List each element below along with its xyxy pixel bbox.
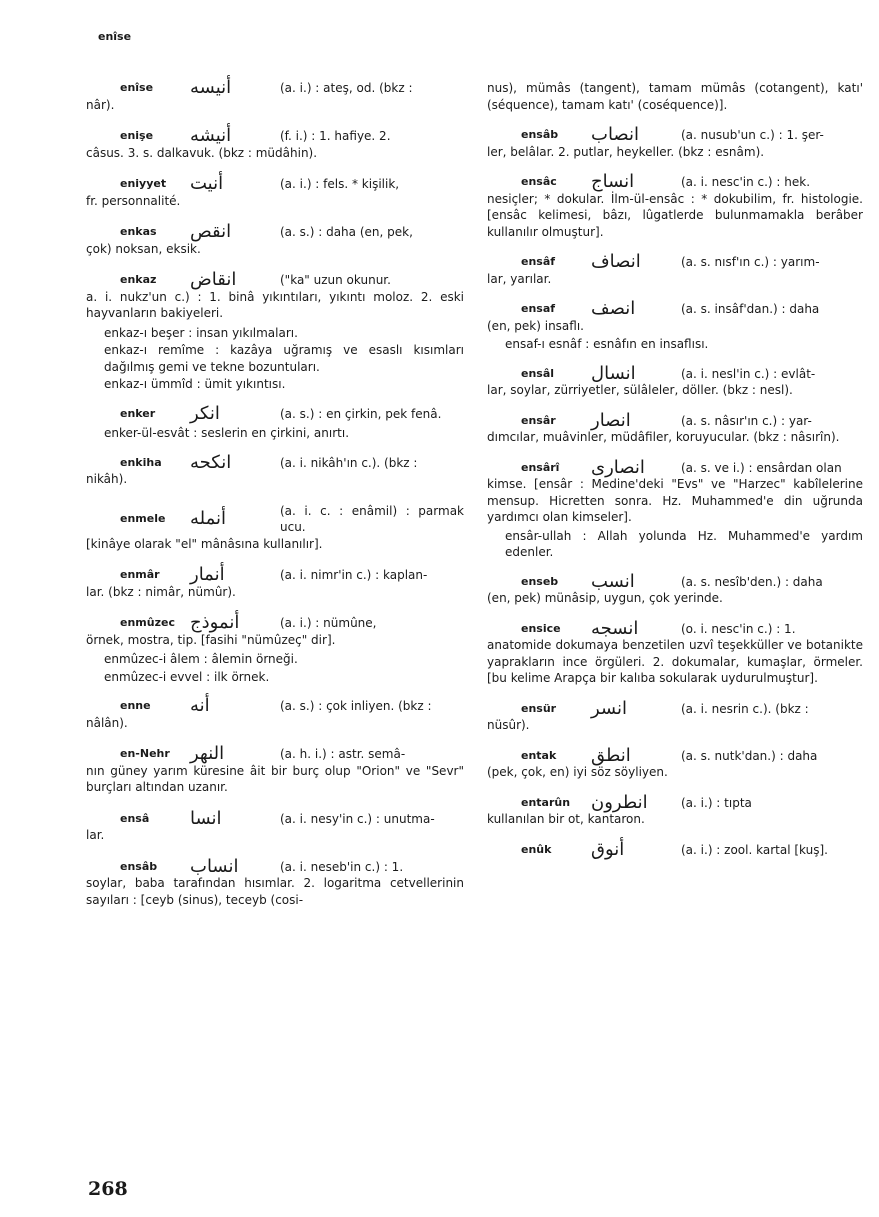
dictionary-entry — [86, 269, 464, 322]
dictionary-entry — [487, 409, 863, 446]
arabic-script: انطرون — [591, 791, 648, 813]
definition-continuation: lar, yarılar. — [487, 271, 552, 286]
headword: en-Nehr — [120, 747, 170, 760]
entry-first-line — [86, 564, 464, 585]
arabic-script: انصف — [591, 298, 636, 319]
dictionary-entry — [487, 124, 863, 160]
definition-start: (a. s.) : çok inliyen. (bkz : — [280, 699, 432, 713]
definition-start: (a. s. insâf'dan.) : daha — [681, 302, 820, 316]
definition-continuation: a. i. nukz'un c.) : 1. binâ yıkıntıları, yıkıntı moloz. 2. eski hayvanların bakiyeleri. — [86, 289, 464, 320]
definition-start: (a. s. nısf'ın c.) : yarım- — [681, 255, 820, 269]
definition-continuation: çok) noksan, eksik. — [86, 241, 201, 256]
definition-continuation: kimse. [ensâr : Medine'deki "Evs" ve "Harzec" kabîlelerine mensup. Hicretten sonra. Hz. Muhammed'e din uğrunda yardımcı olan kimseler]. — [487, 477, 863, 524]
entry-first-line — [487, 362, 863, 384]
headword: ensâl — [521, 366, 555, 380]
entry-first-line — [487, 456, 863, 478]
dictionary-entry — [86, 503, 464, 553]
entry-first-line — [487, 171, 863, 192]
arabic-script: أنه — [190, 695, 210, 716]
definition-start: (a. s. nâsır'ın c.) : yar- — [681, 413, 812, 428]
definition-continuation: (pek, çok, en) iyi söz söyliyen. — [487, 765, 668, 779]
headword: ensaf — [521, 302, 556, 315]
headword: ensür — [521, 701, 557, 715]
continued-text: nus), mümâs (tangent), tamam mümâs (cotangent), katı' (séquence), tamam katı' (coséquence)]. — [487, 81, 863, 112]
definition-start: (a. i. nesy'in c.) : unutma- — [280, 811, 435, 826]
left-column — [86, 77, 464, 923]
arabic-script: أنمار — [190, 564, 225, 585]
entry-first-line — [487, 697, 863, 719]
entry-first-line — [86, 503, 464, 536]
entry-first-line — [86, 695, 464, 716]
dictionary-entry — [86, 807, 464, 844]
entry-first-line — [86, 855, 464, 877]
headword: enne — [120, 699, 151, 712]
dictionary-entry — [86, 451, 464, 488]
arabic-script: انكحه — [190, 451, 232, 473]
dictionary-entry — [487, 838, 863, 860]
definition-continuation: [kinâye olarak "el" mânâsına kullanılır]. — [86, 536, 323, 551]
definition-start: (a. s. nesîb'den.) : daha — [681, 574, 823, 589]
definition-start: (a. i. nikâh'ın c.). (bkz : — [280, 455, 418, 470]
entry-first-line — [86, 612, 464, 633]
arabic-script: انساب — [190, 855, 239, 877]
dictionary-entry — [487, 362, 863, 399]
dictionary-entry — [487, 570, 863, 607]
arabic-script: أنموذج — [190, 612, 240, 633]
arabic-script: أنيسه — [190, 77, 232, 98]
definition-continuation: nüsûr). — [487, 718, 530, 732]
definition-start: (a. nusub'un c.) : 1. şer- — [681, 128, 824, 142]
dictionary-entry — [487, 617, 863, 687]
headword: entarûn — [521, 795, 571, 809]
definition-continuation: nın güney yarım küresine âit bir burç olup "Orion" ve "Sevr" burçları altından uzanır. — [86, 763, 464, 794]
arabic-script: انكر — [190, 402, 220, 424]
entry-first-line — [86, 269, 464, 290]
definition-start: (a. i.) : tıpta — [681, 795, 752, 810]
arabic-script: انساج — [591, 171, 635, 192]
sub-entry: enkaz-ı remîme : kazâya uğramış ve esaslı kısımları dağılmış gemi ve tekne bozuntuları. — [104, 343, 464, 374]
entry-first-line — [487, 838, 863, 860]
sub-entry: enmûzec-i evvel : ilk örnek. — [104, 669, 270, 684]
headword: enîse — [120, 81, 154, 94]
definition-start: (a. i. nesc'in c.) : hek. — [681, 175, 811, 189]
definition-start: (a. i. nesrin c.). (bkz : — [681, 701, 809, 716]
headword: enişe — [120, 129, 154, 142]
arabic-script: انسال — [591, 362, 636, 384]
entry-first-line — [86, 221, 464, 242]
definition-continuation: soylar, baba tarafından hısımlar. 2. logaritma cetvellerinin sayıları : [ceyb (sinus), teceyb (cosi- — [86, 876, 464, 907]
definition-continuation: lar, soylar, zürriyetler, sülâleler, döller. (bkz : nesl). — [487, 383, 793, 397]
entry-first-line — [487, 298, 863, 319]
sub-entry: enker-ül-esvât : seslerin en çirkini, anırtı. — [104, 426, 350, 440]
dictionary-entry — [86, 125, 464, 161]
arabic-script: انصاف — [591, 251, 641, 272]
entry-first-line — [487, 744, 863, 766]
definition-start: (a. i.) : nümûne, — [280, 616, 377, 630]
definition-continuation: (en, pek) münâsip, uygun, çok yerinde. — [487, 591, 723, 605]
arabic-script: انسا — [190, 807, 222, 829]
headword: enseb — [521, 574, 559, 588]
right-column — [487, 80, 863, 872]
headword: ensâr — [521, 413, 556, 427]
entry-first-line — [86, 743, 464, 764]
definition-start: (a. i.) : ateş, od. (bkz : — [280, 81, 413, 95]
definition-start: (a. i. nimr'in c.) : kaplan- — [280, 568, 428, 582]
definition-start: ("ka" uzun okunur. — [280, 273, 391, 287]
definition-start: (f. i.) : 1. hafiye. 2. — [280, 129, 391, 143]
dictionary-entry — [86, 77, 464, 113]
page-number: 268 — [88, 1178, 128, 1200]
headword: ensâb — [120, 859, 158, 873]
definition-continuation: nesiçler; * dokular. İlm-ül-ensâc : * dokubilim, fr. histologie. [ensâc kelimesi, bâzı, lûgatlerde bulunmamakla berâber kullanılır olmuştur]. — [487, 191, 863, 239]
definition-start: (a. s. nutk'dan.) : daha — [681, 748, 818, 763]
arabic-script: أنيت — [190, 173, 224, 194]
entry-first-line — [487, 409, 863, 431]
entry-first-line — [86, 125, 464, 146]
entry-first-line — [86, 173, 464, 194]
headword: ensâ — [120, 811, 150, 825]
headword: enkas — [120, 225, 157, 238]
headword: enmâr — [120, 568, 160, 581]
definition-start: (a. i. c. : enâmil) : parmak ucu. — [280, 503, 464, 534]
definition-start: (a. i.) : fels. * kişilik, — [280, 177, 400, 191]
headword: eniyyet — [120, 177, 167, 190]
dictionary-entry — [487, 744, 863, 781]
dictionary-entry — [487, 456, 863, 526]
arabic-script: انقص — [190, 221, 232, 242]
definition-continuation: câsus. 3. s. dalkavuk. (bkz : müdâhin). — [86, 145, 318, 160]
headword: enmele — [120, 511, 166, 525]
dictionary-entry — [86, 173, 464, 209]
sub-entry: enkaz-ı beşer : insan yıkılmaları. — [104, 325, 298, 340]
definition-continuation: nâr). — [86, 97, 115, 112]
entry-first-line — [86, 807, 464, 829]
arabic-script: انسر — [591, 697, 627, 719]
definition-continuation: nâlân). — [86, 715, 128, 730]
headword: ensâf — [521, 255, 556, 268]
entry-first-line — [487, 251, 863, 272]
entry-first-line — [86, 451, 464, 473]
headword: enûk — [521, 842, 552, 856]
entry-first-line — [86, 77, 464, 98]
dictionary-entry — [487, 251, 863, 287]
dictionary-entry — [86, 855, 464, 909]
arabic-script: انسجه — [591, 617, 639, 639]
headword: enkaz — [120, 273, 157, 286]
arabic-script: النهر — [190, 743, 225, 764]
entry-first-line — [487, 124, 863, 145]
entry-first-line — [487, 570, 863, 592]
headword: ensâc — [521, 175, 557, 188]
arabic-script: انصاب — [591, 124, 640, 145]
dictionary-entry — [86, 612, 464, 648]
arabic-script: انصارى — [591, 456, 645, 478]
dictionary-entry — [487, 298, 863, 334]
headword: entak — [521, 748, 557, 762]
dictionary-entry — [86, 402, 464, 424]
headword: ensâb — [521, 128, 559, 141]
definition-start: (a. s.) : daha (en, pek, — [280, 225, 413, 239]
entry-first-line — [487, 791, 863, 813]
definition-continuation: örnek, mostra, tip. [fasihi "nümûzeç" dir]. — [86, 632, 336, 647]
dictionary-entry — [487, 791, 863, 828]
definition-start: (o. i. nesc'in c.) : 1. — [681, 621, 796, 636]
headword: enkiha — [120, 455, 162, 469]
arabic-script: أنيشه — [190, 125, 232, 146]
sub-entry: ensâr-ullah : Allah yolunda Hz. Muhammed'e yardım edenler. — [505, 528, 863, 559]
dictionary-entry — [86, 564, 464, 600]
definition-continuation: lar. — [86, 828, 105, 842]
definition-start: (a. i. neseb'in c.) : 1. — [280, 859, 404, 874]
headword: ensârî — [521, 460, 560, 474]
definition-start: (a. h. i.) : astr. semâ- — [280, 747, 406, 761]
arabic-script: انصار — [591, 409, 631, 431]
headword: enker — [120, 406, 156, 420]
entry-first-line — [86, 402, 464, 424]
definition-continuation: lar. (bkz : nimâr, nümûr). — [86, 584, 236, 599]
arabic-script: انقاض — [190, 269, 237, 290]
arabic-script: انطق — [591, 744, 631, 766]
definition-continuation: ler, belâlar. 2. putlar, heykeller. (bkz : esnâm). — [487, 144, 765, 159]
definition-continuation: kullanılan bir ot, kantaron. — [487, 812, 645, 826]
sub-entry: enmûzec-i âlem : âlemin örneği. — [104, 652, 298, 666]
arabic-script: انسب — [591, 570, 635, 592]
sub-entry: ensaf-ı esnâf : esnâfın en insaflısı. — [505, 337, 709, 351]
dictionary-entry — [487, 697, 863, 734]
arabic-script: أنمله — [190, 507, 227, 529]
definition-start: (a. i. nesl'in c.) : evlât- — [681, 366, 816, 381]
headword: enmûzec — [120, 616, 175, 629]
definition-continuation: anatomide dokumaya benzetilen uzvî teşekküller ve botanikte yaprakların ince örgüleri. 2. dokumalar, kumaşlar, örmeler. [bu kelime Arapça bir kalıba sokularak uydurulmuştur]. — [487, 638, 863, 685]
sub-entry: enkaz-ı ümmîd : ümit yıkıntısı. — [104, 377, 286, 391]
definition-continuation: nikâh). — [86, 472, 128, 486]
definition-start: (a. s.) : en çirkin, pek fenâ. — [280, 406, 442, 421]
dictionary-entry — [86, 695, 464, 731]
arabic-script: أنوق — [591, 838, 625, 860]
definition-start: (a. i.) : zool. kartal [kuş]. — [681, 842, 828, 857]
running-head: enîse — [98, 30, 132, 43]
definition-start: (a. s. ve i.) : ensârdan olan — [681, 460, 842, 475]
definition-continuation: dımcılar, muâvinler, müdâfiler, koruyucular. (bkz : nâsırîn). — [487, 430, 840, 444]
dictionary-entry — [487, 171, 863, 240]
headword: ensice — [521, 621, 561, 635]
dictionary-entry — [86, 743, 464, 796]
definition-continuation: fr. personnalité. — [86, 193, 181, 208]
dictionary-entry — [86, 221, 464, 257]
definition-continuation: (en, pek) insaflı. — [487, 318, 584, 333]
entry-first-line — [487, 617, 863, 639]
